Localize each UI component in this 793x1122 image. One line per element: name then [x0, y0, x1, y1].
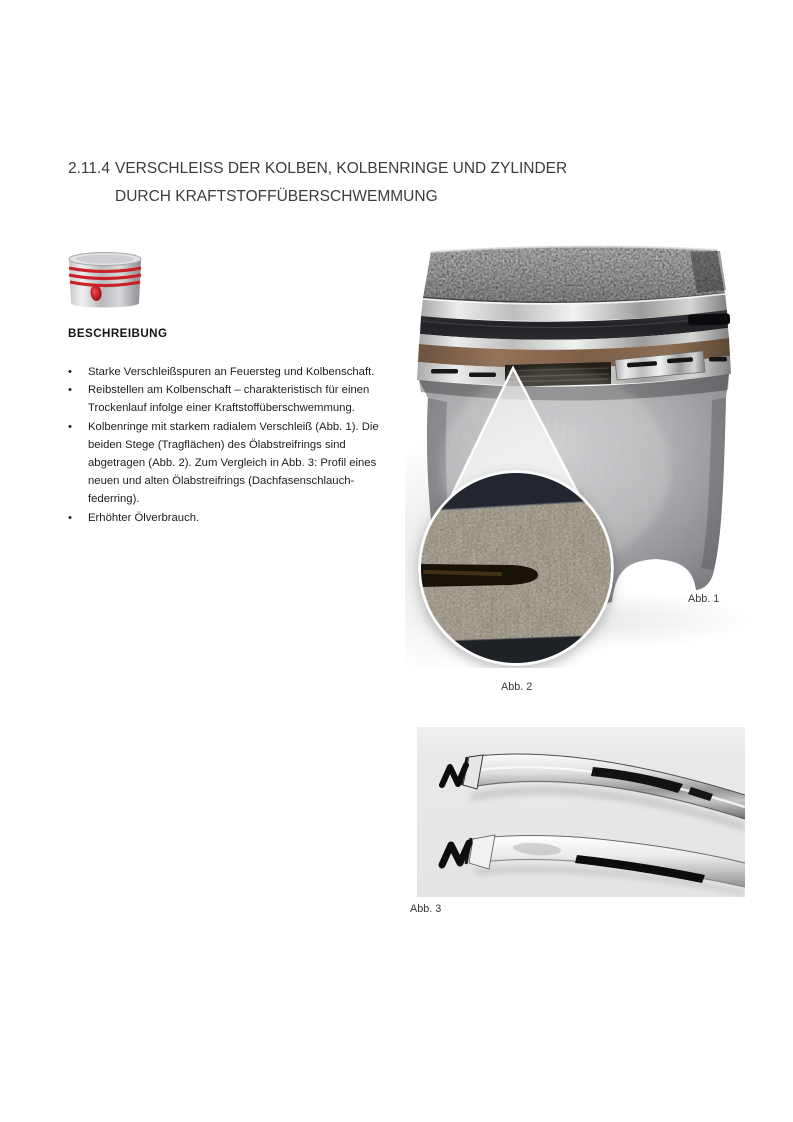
section-title-text: [115, 155, 567, 211]
list-item: [68, 418, 384, 509]
figure-3-ring-profiles-photo: [417, 727, 745, 897]
list-item: [68, 363, 384, 381]
section-number: 2.11.4: [68, 160, 110, 177]
list-item-text: Reibstellen am Kolbenschaft – charakteristisch für einen Trockenlauf infolge einer Kraftstoffüberschwemmung.: [88, 384, 370, 415]
bullet-icon: •: [68, 384, 72, 397]
list-item: [68, 509, 384, 527]
figure-3-caption: Abb. 3: [410, 903, 442, 915]
figure-1-caption: Abb. 1: [688, 593, 720, 605]
piston-crown: [423, 246, 726, 303]
bullet-icon: •: [68, 366, 72, 378]
title-line-1: VERSCHLEISS DER KOLBEN, KOLBENRINGE UND ZYLINDER: [115, 160, 568, 177]
title-line-2: DURCH KRAFTSTOFFÜBERSCHWEMMUNG: [115, 188, 438, 205]
ring-profiles-graphic: [417, 727, 745, 897]
list-item: [68, 381, 384, 417]
figure-2-magnifier-inset: [419, 471, 613, 665]
piston-icon: [62, 245, 148, 313]
bullet-icon: •: [68, 511, 72, 524]
list-item-text: Erhöhter Ölverbrauch.: [88, 511, 200, 524]
description-heading: BESCHREIBUNG: [68, 327, 168, 340]
figure-2-caption: Abb. 2: [501, 681, 533, 693]
description-list: [68, 363, 384, 527]
piston-icon-graphic: [62, 245, 148, 313]
list-item-text: Starke Verschleißspuren an Feuersteg und Kolbenschaft.: [88, 366, 375, 378]
bullet-icon: •: [68, 420, 72, 433]
section-title: [68, 155, 567, 211]
list-item-text: Kolbenringe mit starkem radialem Verschleiß (Abb. 1). Die beiden Stege (Tragflächen) des Ölabstreifrings sind abgetragen (Abb. 2). Zum Vergleich in Abb. 3: Profil eines neuen und alten Ölabstreifrings (Dachfasenschlauchfederring).: [88, 420, 379, 506]
inset-worn-slot: [419, 564, 538, 587]
